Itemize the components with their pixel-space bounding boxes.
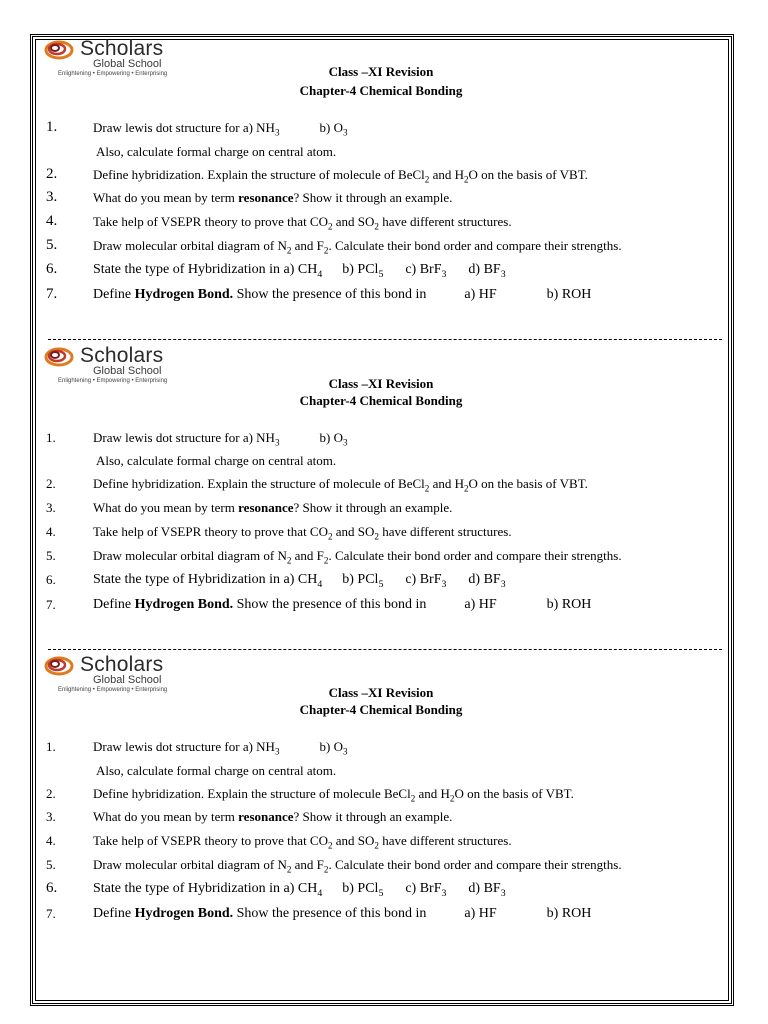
- question-number: 7.: [46, 906, 56, 921]
- question-number: 2.: [46, 166, 58, 182]
- section-title-class: Class –XI Revision: [328, 376, 434, 391]
- logo-subtitle: Global School: [93, 58, 162, 70]
- question-text: State the type of Hybridization in a) $CH_4$ b) PCl$_5$ c) BrF$_3$ d) $BF_3$: [93, 572, 506, 590]
- question-text: Draw molecular orbital diagram of $N_2$ and $F_2$. Calculate their bond order and compare their strengths.: [93, 548, 622, 566]
- question-7: [36, 906, 726, 928]
- section-title-class: Class –XI Revision: [328, 685, 434, 700]
- question-text: Take help of VSEPR theory to prove that $CO_2$ and $SO_2$ have different structures.: [93, 214, 512, 232]
- question-5: [36, 238, 726, 260]
- question-number: 3.: [46, 189, 58, 205]
- logo-subtitle: Global School: [93, 365, 162, 377]
- question-text: Take help of VSEPR theory to prove that $CO_2$ and $SO_2$ have different structures.: [93, 524, 512, 542]
- question-6: [36, 572, 726, 594]
- question-4: [36, 833, 726, 855]
- logo-subtitle: Global School: [93, 674, 162, 686]
- question-7: [36, 597, 726, 619]
- question-number: 6.: [46, 572, 56, 587]
- question-text: What do you mean by term resonance? Show it through an example.: [93, 500, 453, 515]
- question-1-continued: Also, calculate formal charge on central atom.: [96, 144, 337, 159]
- question-6: [36, 881, 726, 903]
- logo-name: Scholars: [80, 653, 164, 676]
- section-title-chapter: Chapter-4 Chemical Bonding: [299, 83, 463, 98]
- worksheet-section-3: [36, 654, 726, 954]
- question-number: 1.: [46, 119, 58, 135]
- question-text: Draw lewis dot structure for a) $NH_3$ b) $O_3$: [93, 120, 348, 138]
- logo-swirl-icon: [44, 347, 78, 369]
- question-2: [36, 476, 726, 498]
- section-divider: [48, 649, 722, 650]
- worksheet-section-1: [36, 38, 726, 338]
- question-number: 5.: [46, 857, 56, 872]
- question-number: 2.: [46, 786, 56, 801]
- section-title-chapter: Chapter-4 Chemical Bonding: [299, 393, 463, 408]
- question-5: [36, 857, 726, 879]
- question-3: [36, 190, 726, 212]
- logo-tagline: Enlightening • Empowering • Enterprising: [58, 71, 168, 77]
- logo-name: Scholars: [80, 37, 164, 60]
- question-text: Define hybridization. Explain the structure of molecule of BeCl$_2$ and $H_2O$ on the basis of VBT.: [93, 476, 588, 494]
- question-text: State the type of Hybridization in a) $CH_4$ b) PCl$_5$ c) BrF$_3$ d) $BF_3$: [93, 881, 506, 899]
- question-1: [36, 430, 726, 452]
- question-text: Draw lewis dot structure for a) $NH_3$ b) $O_3$: [93, 430, 348, 448]
- question-text: What do you mean by term resonance? Show it through an example.: [93, 190, 453, 205]
- question-number: 7.: [46, 286, 58, 302]
- question-text: Define Hydrogen Bond. Show the presence of this bond in a) HF b) ROH: [93, 906, 592, 921]
- question-text: Define Hydrogen Bond. Show the presence of this bond in a) HF b) ROH: [93, 287, 592, 302]
- section-title-chapter: Chapter-4 Chemical Bonding: [299, 702, 463, 717]
- question-text: Draw lewis dot structure for a) $NH_3$ b) $O_3$: [93, 739, 348, 757]
- question-1: [36, 739, 726, 761]
- question-number: 6.: [46, 261, 58, 277]
- section-divider: [48, 339, 722, 340]
- question-1: [36, 120, 726, 142]
- question-text: Define hybridization. Explain the structure of molecule of BeCl$_2$ and $H_2O$ on the basis of VBT.: [93, 167, 588, 185]
- question-number: 6.: [46, 880, 58, 896]
- question-2: [36, 167, 726, 189]
- logo-tagline: Enlightening • Empowering • Enterprising: [58, 687, 168, 693]
- question-3: [36, 809, 726, 831]
- question-number: 1.: [46, 739, 56, 754]
- question-6: [36, 262, 726, 284]
- question-5: [36, 548, 726, 570]
- logo-tagline: Enlightening • Empowering • Enterprising: [58, 378, 168, 384]
- question-4: [36, 524, 726, 546]
- question-4: [36, 214, 726, 236]
- question-text: Define Hydrogen Bond. Show the presence of this bond in a) HF b) ROH: [93, 597, 592, 612]
- worksheet-section-2: [36, 345, 726, 645]
- logo-swirl-icon: [44, 656, 78, 678]
- question-number: 3.: [46, 809, 56, 824]
- question-1-continued: Also, calculate formal charge on central atom.: [96, 763, 337, 778]
- question-number: 4.: [46, 213, 58, 229]
- question-7: [36, 287, 726, 309]
- question-text: What do you mean by term resonance? Show it through an example.: [93, 809, 453, 824]
- logo-swirl-icon: [44, 40, 78, 62]
- question-text: State the type of Hybridization in a) $CH_4$ b) PCl$_5$ c) BrF$_3$ d) $BF_3$: [93, 262, 506, 280]
- question-number: 7.: [46, 597, 56, 612]
- question-number: 4.: [46, 833, 56, 848]
- question-2: [36, 786, 726, 808]
- logo-name: Scholars: [80, 344, 164, 367]
- question-text: Draw molecular orbital diagram of $N_2$ and $F_2$. Calculate their bond order and compare their strengths.: [93, 857, 622, 875]
- question-text: Take help of VSEPR theory to prove that $CO_2$ and $SO_2$ have different structures.: [93, 833, 512, 851]
- question-number: 2.: [46, 476, 56, 491]
- question-3: [36, 500, 726, 522]
- question-text: Draw molecular orbital diagram of $N_2$ and $F_2$. Calculate their bond order and compare their strengths.: [93, 238, 622, 256]
- question-number: 5.: [46, 237, 58, 253]
- question-number: 4.: [46, 524, 56, 539]
- question-number: 5.: [46, 548, 56, 563]
- question-number: 3.: [46, 500, 56, 515]
- question-1-continued: Also, calculate formal charge on central atom.: [96, 453, 337, 468]
- question-number: 1.: [46, 430, 56, 445]
- section-title-class: Class –XI Revision: [328, 64, 434, 79]
- question-text: Define hybridization. Explain the structure of molecule BeCl$_2$ and $H_2O$ on the basis of VBT.: [93, 786, 574, 804]
